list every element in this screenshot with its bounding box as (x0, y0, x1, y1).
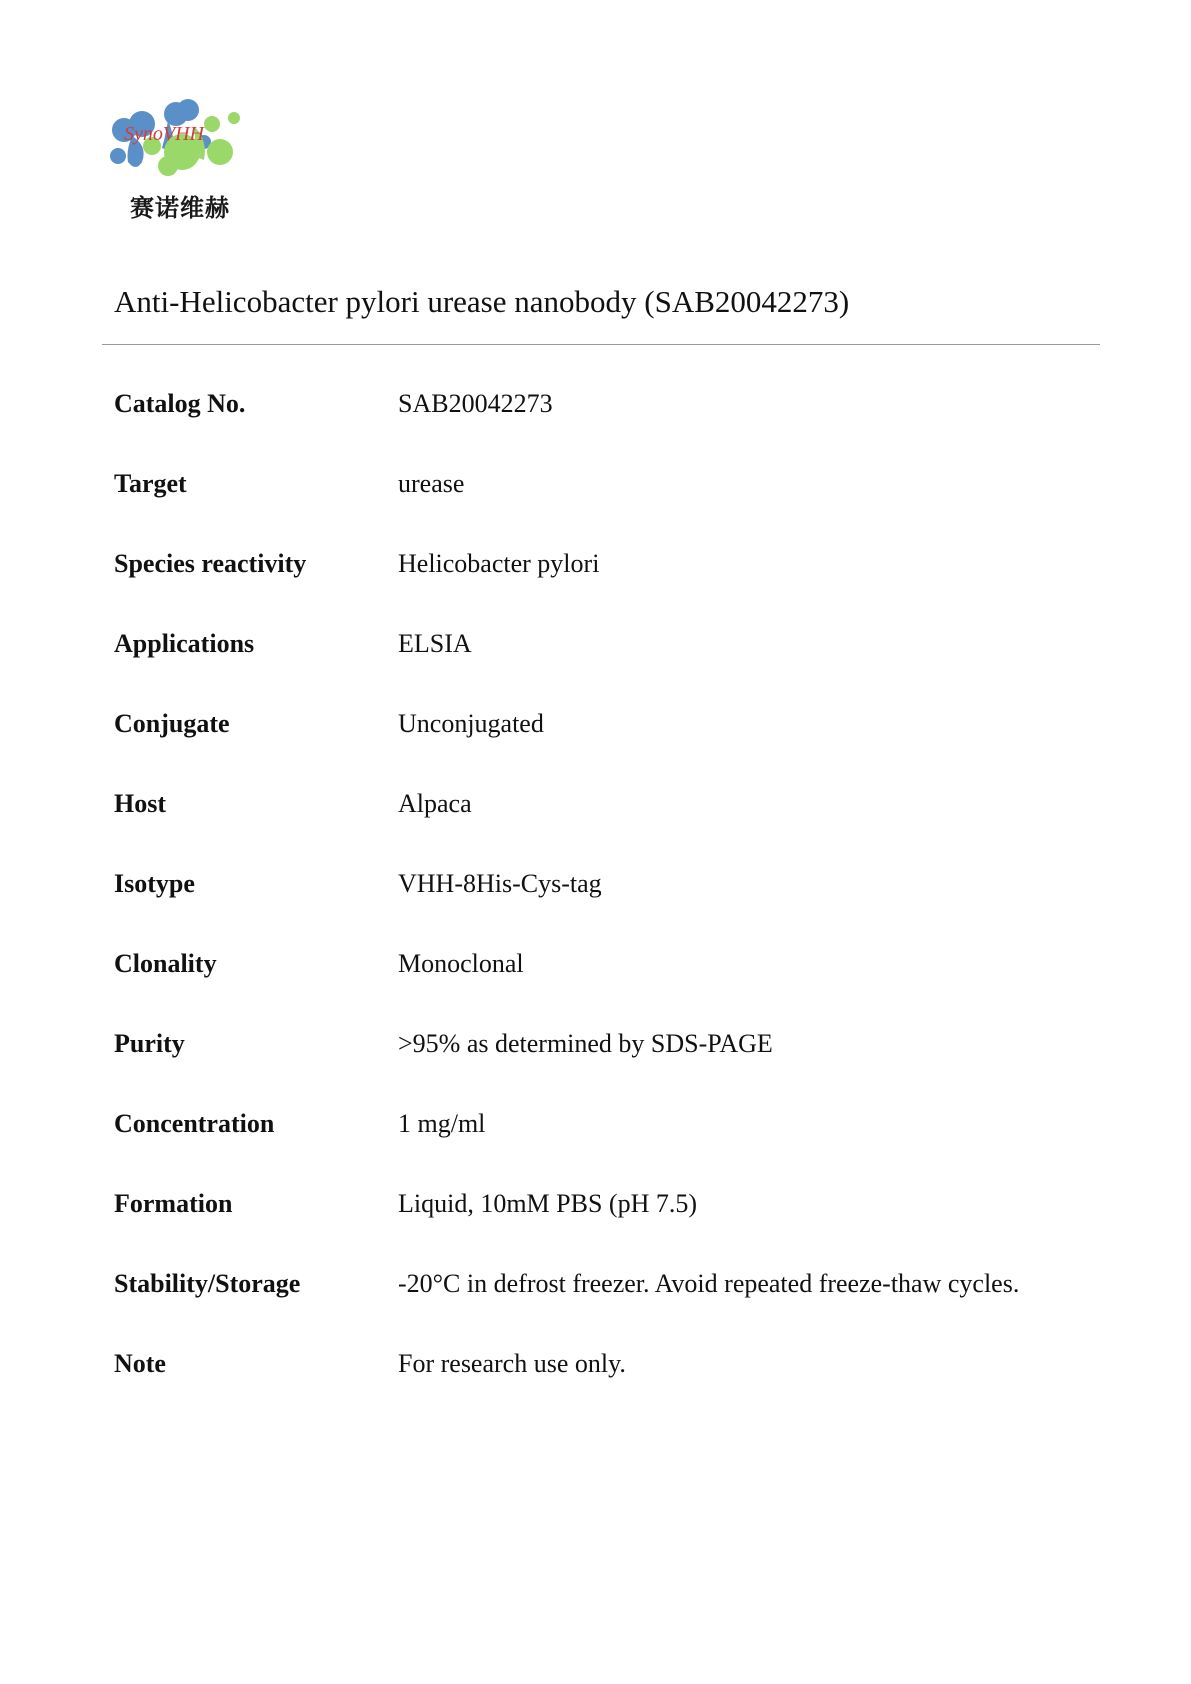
company-logo (108, 96, 268, 226)
logo-chinese-name: 赛诺维赫 (130, 194, 230, 222)
spec-value: Monoclonal (398, 949, 524, 978)
spec-value: urease (398, 469, 465, 498)
spec-value: >95% as determined by SDS-PAGE (398, 1029, 773, 1058)
spec-value: Helicobacter pylori (398, 549, 600, 578)
spec-row-stability-storage (114, 1244, 1104, 1324)
spec-label: Formation (114, 1189, 233, 1218)
spec-value: VHH-8His-Cys-tag (398, 869, 602, 898)
spec-row-applications (114, 604, 1104, 684)
spec-value: Alpaca (398, 789, 472, 818)
spec-row-formation (114, 1164, 1104, 1244)
spec-row-isotype (114, 844, 1104, 924)
spec-value: Liquid, 10mM PBS (pH 7.5) (398, 1189, 698, 1218)
spec-value: 1 mg/ml (398, 1109, 486, 1138)
spec-value: ELSIA (398, 629, 472, 658)
spec-row-target (114, 444, 1104, 524)
spec-row-species-reactivity (114, 524, 1104, 604)
spec-row-host (114, 764, 1104, 844)
spec-label: Host (114, 789, 166, 818)
spec-label: Clonality (114, 949, 217, 978)
spec-label: Applications (114, 629, 255, 658)
spec-table (114, 364, 1104, 1404)
logo-mark-graphic (108, 96, 258, 188)
spec-label: Stability/Storage (114, 1269, 301, 1298)
title-divider (102, 344, 1100, 345)
spec-label: Target (114, 469, 187, 498)
spec-row-clonality (114, 924, 1104, 1004)
spec-label: Note (114, 1349, 166, 1378)
document-title: Anti-Helicobacter pylori urease nanobody (SAB20042273) (114, 284, 850, 319)
spec-value: -20°C in defrost freezer. Avoid repeated freeze-thaw cycles. (398, 1269, 1020, 1298)
spec-row-concentration (114, 1084, 1104, 1164)
logo-wordmark: SynoVHH (124, 123, 204, 145)
spec-value: For research use only. (398, 1349, 626, 1378)
spec-row-catalog-no (114, 364, 1104, 444)
spec-row-conjugate (114, 684, 1104, 764)
spec-label: Concentration (114, 1109, 275, 1138)
spec-label: Conjugate (114, 709, 230, 738)
spec-row-note (114, 1324, 1104, 1404)
spec-row-purity (114, 1004, 1104, 1084)
spec-label: Catalog No. (114, 389, 246, 418)
spec-label: Species reactivity (114, 549, 307, 578)
spec-value: Unconjugated (398, 709, 544, 738)
spec-value: SAB20042273 (398, 389, 553, 418)
spec-label: Isotype (114, 869, 195, 898)
spec-label: Purity (114, 1029, 185, 1058)
